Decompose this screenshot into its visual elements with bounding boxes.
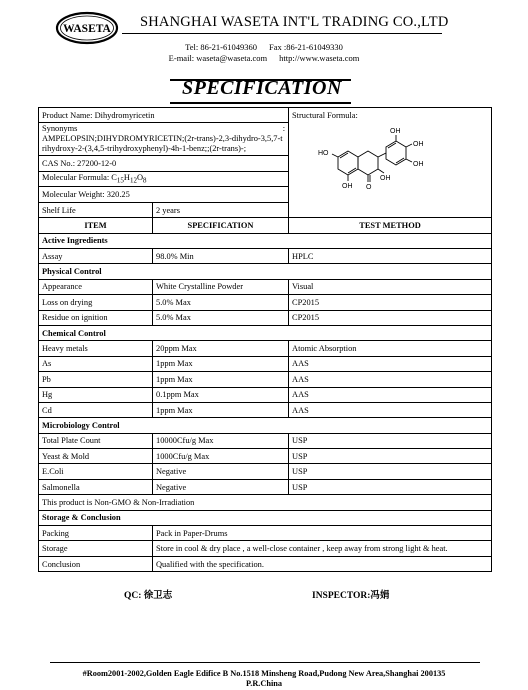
spec-cell: 98.0% Min bbox=[153, 249, 289, 264]
method-cell: AAS bbox=[289, 356, 492, 371]
qc-signature: QC: 徐卫志 bbox=[124, 591, 173, 601]
column-header-item: ITEM bbox=[39, 218, 153, 233]
table-row bbox=[39, 387, 492, 402]
item-cell: Packing bbox=[39, 526, 153, 541]
header-divider bbox=[122, 33, 442, 34]
table-row bbox=[39, 279, 492, 294]
spec-cell: Negative bbox=[153, 464, 289, 479]
item-cell: Total Plate Count bbox=[39, 433, 153, 448]
table-row bbox=[39, 526, 492, 541]
item-cell: Storage bbox=[39, 541, 153, 556]
ho-label: HO bbox=[318, 150, 329, 157]
item-cell: Salmonella bbox=[39, 479, 153, 494]
table-row bbox=[39, 372, 492, 387]
table-row bbox=[39, 556, 492, 571]
item-cell: Cd bbox=[39, 402, 153, 417]
method-cell: Atomic Absorption bbox=[289, 341, 492, 356]
value-cell: Pack in Paper-Drums bbox=[153, 526, 492, 541]
item-cell: Yeast & Mold bbox=[39, 449, 153, 464]
item-cell: Conclusion bbox=[39, 556, 153, 571]
item-cell: As bbox=[39, 356, 153, 371]
table-row bbox=[39, 310, 492, 325]
spec-cell: 20ppm Max bbox=[153, 341, 289, 356]
page-title: SPECIFICATION bbox=[182, 77, 342, 99]
synonyms-label: Synonyms bbox=[42, 124, 78, 134]
non-gmo-note: This product is Non-GMO & Non-Irradiation bbox=[39, 495, 492, 510]
spec-cell: 1ppm Max bbox=[153, 372, 289, 387]
contact-web-line bbox=[0, 53, 528, 63]
section-header-storage: Storage & Conclusion bbox=[39, 510, 492, 525]
table-row bbox=[39, 295, 492, 310]
shelf-life-value: 2 years bbox=[153, 202, 289, 217]
method-cell: USP bbox=[289, 479, 492, 494]
item-cell: Heavy metals bbox=[39, 341, 153, 356]
spec-cell: 1ppm Max bbox=[153, 402, 289, 417]
column-header-specification: SPECIFICATION bbox=[153, 218, 289, 233]
dihydromyricetin-structure-image bbox=[314, 125, 454, 195]
tel-text: Tel: 86-21-61049360 bbox=[185, 42, 257, 52]
item-cell: Appearance bbox=[39, 279, 153, 294]
item-cell: Pb bbox=[39, 372, 153, 387]
section-header-microbiology: Microbiology Control bbox=[39, 418, 492, 433]
oh-label: OH bbox=[380, 175, 391, 182]
shelf-life-label: Shelf Life bbox=[39, 202, 153, 217]
spec-cell: White Crystalline Powder bbox=[153, 279, 289, 294]
footer-country: P.R.China bbox=[245, 679, 283, 688]
structural-formula-cell bbox=[289, 108, 492, 218]
email-text: E-mail: waseta@waseta.com bbox=[168, 53, 268, 63]
method-cell: CP2015 bbox=[289, 295, 492, 310]
spec-cell: 0.1ppm Max bbox=[153, 387, 289, 402]
product-name: Product Name: Dihydromyricetin bbox=[39, 108, 289, 123]
item-cell: Residue on ignition bbox=[39, 310, 153, 325]
method-cell: AAS bbox=[289, 387, 492, 402]
synonyms-cell bbox=[39, 123, 289, 156]
molecular-weight: Molecular Weight: 320.25 bbox=[39, 187, 289, 202]
value-cell: Qualified with the specification. bbox=[153, 556, 492, 571]
oh-label: OH bbox=[342, 183, 353, 190]
spec-cell: 5.0% Max bbox=[153, 295, 289, 310]
cas-number: CAS No.: 27200-12-0 bbox=[39, 156, 289, 171]
inspector-signature: INSPECTOR:冯娟 bbox=[312, 591, 390, 601]
table-row bbox=[39, 541, 492, 556]
spec-cell: 10000Cfu/g Max bbox=[153, 433, 289, 448]
item-cell: Hg bbox=[39, 387, 153, 402]
item-cell: Loss on drying bbox=[39, 295, 153, 310]
table-row bbox=[39, 449, 492, 464]
table-row bbox=[39, 341, 492, 356]
contact-phone-line bbox=[0, 42, 528, 52]
oh-label: OH bbox=[413, 141, 424, 148]
structural-formula-label: Structural Formula: bbox=[292, 111, 358, 120]
logo-text: WASETA bbox=[63, 23, 111, 35]
table-row bbox=[39, 356, 492, 371]
specification-table bbox=[38, 107, 492, 572]
table-row bbox=[39, 479, 492, 494]
method-cell: AAS bbox=[289, 402, 492, 417]
table-row bbox=[39, 433, 492, 448]
spec-cell: 5.0% Max bbox=[153, 310, 289, 325]
synonyms-colon: : bbox=[282, 124, 286, 134]
item-cell: Assay bbox=[39, 249, 153, 264]
column-header-test-method: TEST METHOD bbox=[289, 218, 492, 233]
spec-cell: Negative bbox=[153, 479, 289, 494]
method-cell: AAS bbox=[289, 372, 492, 387]
synonyms-text: AMPELOPSIN;DIHYDROMYRICETIN;(2r-trans)-2,3-dihydro-3,5,7-trihydroxy-2-(3,4,5-trihydroxyphenyl)-4h-1-benz;;(2r-trans)-; bbox=[42, 134, 283, 154]
oh-label: OH bbox=[413, 161, 424, 168]
oh-label: OH bbox=[390, 128, 401, 135]
table-row bbox=[39, 249, 492, 264]
value-cell: Store in cool & dry place , a well-close container , keep away from strong light & heat. bbox=[153, 541, 492, 556]
spec-cell: 1ppm Max bbox=[153, 356, 289, 371]
fax-text: Fax :86-21-61049330 bbox=[268, 42, 343, 52]
table-row bbox=[39, 464, 492, 479]
footer-divider bbox=[50, 662, 480, 663]
waseta-logo bbox=[55, 11, 119, 45]
section-header-chemical: Chemical Control bbox=[39, 325, 492, 340]
method-cell: HPLC bbox=[289, 249, 492, 264]
website-text: http://www.waseta.com bbox=[279, 53, 360, 63]
method-cell: USP bbox=[289, 433, 492, 448]
spec-cell: 1000Cfu/g Max bbox=[153, 449, 289, 464]
ketone-o-label: O bbox=[366, 184, 372, 191]
method-cell: USP bbox=[289, 464, 492, 479]
table-row bbox=[39, 402, 492, 417]
footer-address: #Room2001-2002,Golden Eagle Edifice B No.1518 Minsheng Road,Pudong New Area,Shanghai 200135 bbox=[82, 669, 446, 678]
item-cell: E.Coli bbox=[39, 464, 153, 479]
company-name: SHANGHAI WASETA INT'L TRADING CO.,LTD bbox=[140, 14, 449, 30]
method-cell: Visual bbox=[289, 279, 492, 294]
method-cell: USP bbox=[289, 449, 492, 464]
method-cell: CP2015 bbox=[289, 310, 492, 325]
section-header-physical: Physical Control bbox=[39, 264, 492, 279]
molecular-formula: Molecular Formula: $C_{15}H_{12}O_8$ bbox=[39, 171, 289, 187]
section-header-active: Active Ingredients bbox=[39, 233, 492, 248]
